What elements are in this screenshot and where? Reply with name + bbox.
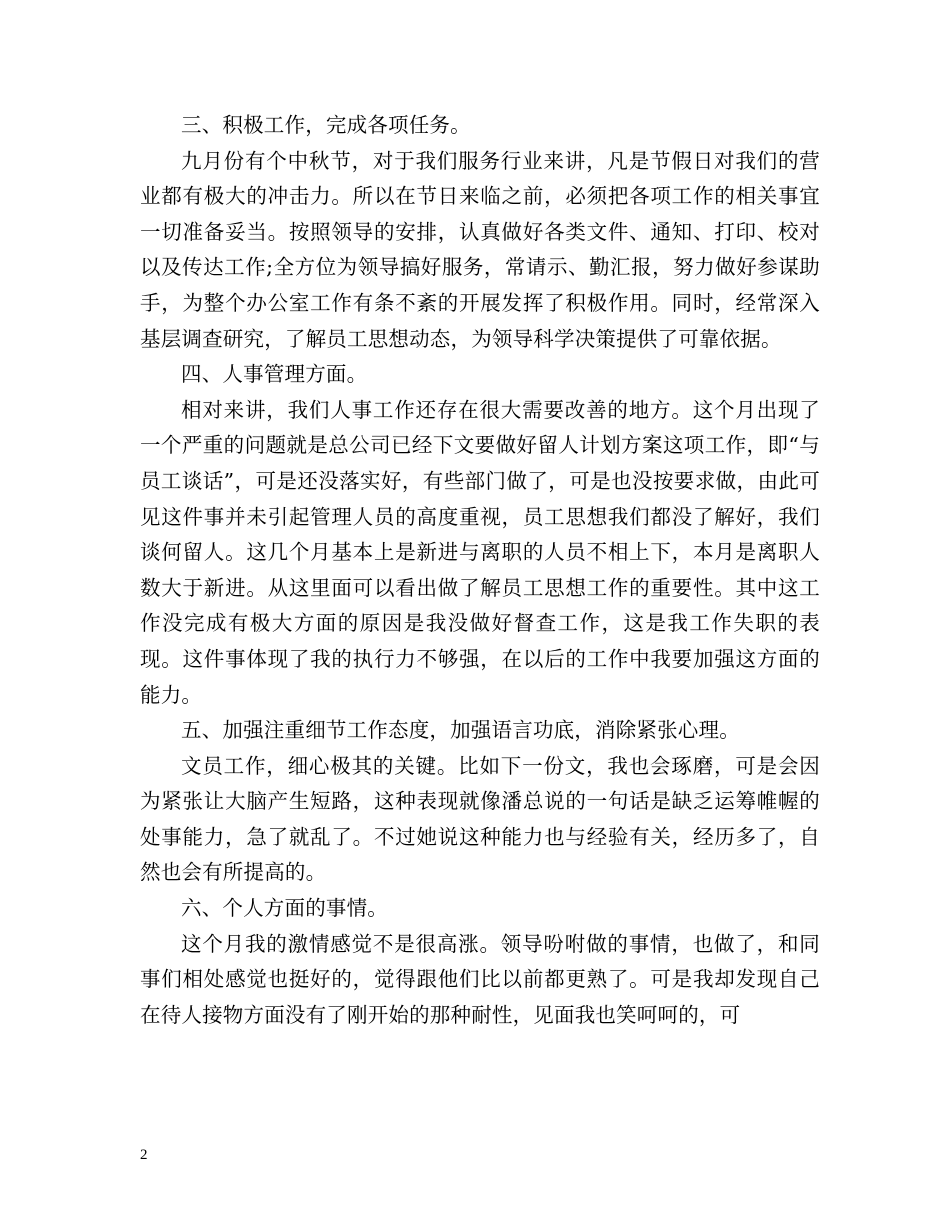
section-heading-3: 三、积极工作，完成各项任务。 — [181, 113, 471, 137]
document-body — [140, 108, 820, 1033]
section-heading-5: 五、加强注重细节工作态度，加强语言功底，消除紧张心理。 — [181, 718, 740, 743]
page-number: 2 — [140, 1147, 148, 1163]
paragraph-mid-autumn-work: 九月份有个中秋节，对于我们服务行业来讲，凡是节假日对我们的营业都有极大的冲击力。所以在节日来临之前，必须把各项工作的相关事宜一切准备妥当。按照领导的安排，认真做好各类文件、通知、打印、校对以及传达工作;全方位为领导搞好服务，常请示、勤汇报，努力做好参谋助手，为整个办公室工作有条不紊的开展发挥了积极作用。同时，经常深入基层调查研究，了解员工思想动态，为领导科学决策提供了可靠依据。 — [140, 148, 820, 351]
section-heading-6: 六、个人方面的事情。 — [181, 896, 388, 921]
section-heading-4: 四、人事管理方面。 — [181, 362, 368, 387]
paragraph-clerk-details: 文员工作，细心极其的关键。比如下一份文，我也会琢磨，可是会因为紧张让大脑产生短路，这种表现就像潘总说的一句话是缺乏运筹帷幄的处事能力，急了就乱了。不过她说这种能力也与经验有关，经历多了，自然也会有所提高的。 — [140, 753, 820, 885]
paragraph-personnel-management: 相对来讲，我们人事工作还存在很大需要改善的地方。这个月出现了一个严重的问题就是总公司已经下文要做好留人计划方案这项工作，即“与员工谈话”，可是还没落实好，有些部门做了，可是也没按要求做，由此可见这件事并未引起管理人员的高度重视，员工思想我们都没了解好，我们谈何留人。这几个月基本上是新进与离职的人员不相上下，本月是离职人数大于新进。从这里面可以看出做了解员工思想工作的重要性。其中这工作没完成有极大方面的原因是我没做好督查工作，这是我工作失职的表现。这件事体现了我的执行力不够强，在以后的工作中我要加强这方面的能力。 — [140, 397, 820, 707]
paragraph-personal-matters: 这个月我的激情感觉不是很高涨。领导吩咐做的事情，也做了，和同事们相处感觉也挺好的，觉得跟他们比以前都更熟了。可是我却发现自己在待人接物方面没有了刚开始的那种耐性，见面我也笑呵呵的，可 — [140, 931, 820, 1027]
